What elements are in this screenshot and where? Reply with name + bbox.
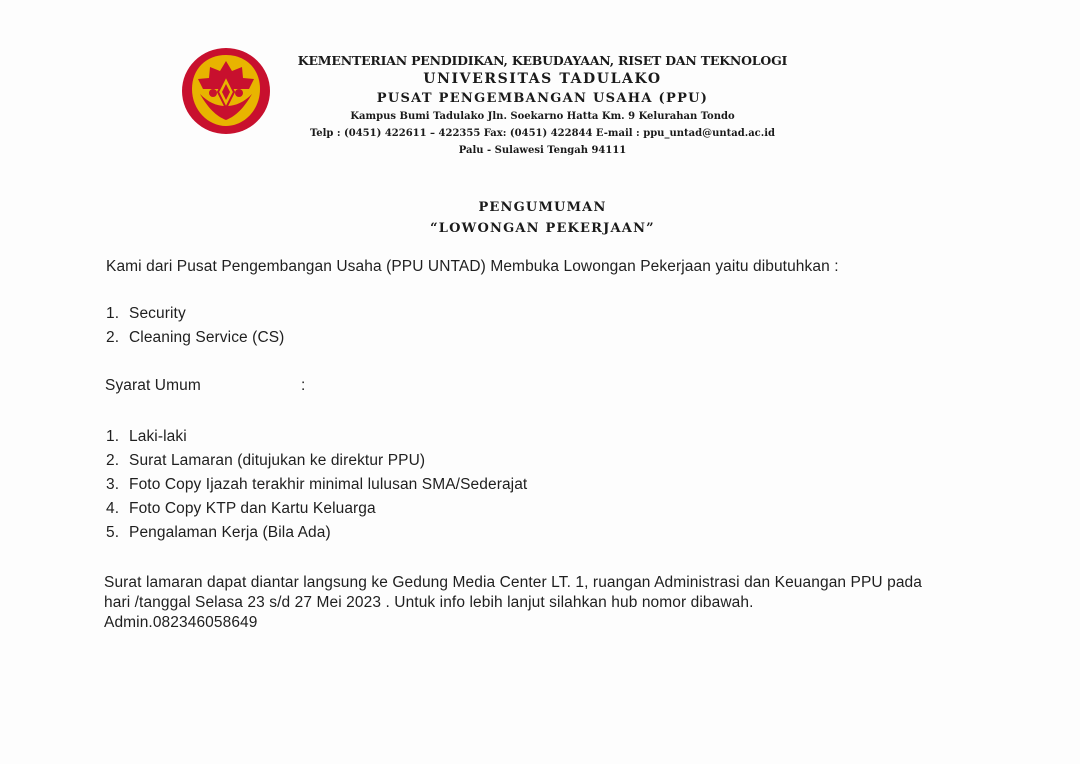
requirement-label: Foto Copy KTP dan Kartu Keluarga [129, 500, 376, 517]
requirements-list [106, 425, 527, 545]
city-line: Palu - Sulawesi Tengah 94111 [458, 145, 627, 156]
list-item [106, 473, 527, 497]
announcement-heading [290, 197, 795, 239]
requirement-label: Foto Copy Ijazah terakhir minimal lulusan SMA/Sederajat [129, 476, 528, 493]
position-label: Security [129, 305, 186, 322]
list-number: 1. [106, 428, 120, 445]
list-number: 5. [106, 524, 120, 541]
university-name: UNIVERSITAS TADULAKO [423, 71, 662, 87]
requirements-colon: : [301, 377, 306, 394]
address-line: Kampus Bumi Tadulako Jln. Soekarno Hatta Km. 9 Kelurahan Tondo [350, 111, 735, 122]
contact-line: Telp : (0451) 422611 – 422355 Fax: (0451) 422844 E-mail : ppu_untad@untad.ac.id [309, 128, 776, 139]
list-item [106, 326, 284, 350]
list-item [106, 521, 527, 545]
requirement-label: Surat Lamaran (ditujukan ke direktur PPU) [129, 452, 426, 469]
closing-paragraph [104, 573, 1004, 633]
list-item [106, 449, 527, 473]
list-item [106, 425, 527, 449]
list-item [106, 497, 527, 521]
intro-paragraph: Kami dari Pusat Pengembangan Usaha (PPU UNTAD) Membuka Lowongan Pekerjaan yaitu dibutuhkan : [106, 258, 839, 275]
requirement-label: Laki-laki [129, 428, 187, 445]
list-number: 2. [106, 329, 120, 346]
list-item [106, 302, 284, 326]
list-number: 1. [106, 305, 120, 322]
announcement-subtitle: “LOWONGAN PEKERJAAN” [430, 221, 655, 236]
announcement-title: PENGUMUMAN [478, 200, 607, 215]
unit-name: PUSAT PENGEMBANGAN USAHA (PPU) [376, 91, 709, 106]
requirements-heading: Syarat Umum [105, 377, 201, 394]
list-number: 2. [106, 452, 120, 469]
admin-contact: Admin.082346058649 [104, 614, 258, 631]
position-label: Cleaning Service (CS) [129, 329, 285, 346]
letterhead [290, 52, 795, 159]
closing-line: hari /tanggal Selasa 23 s/d 27 Mei 2023 . Untuk info lebih lanjut silahkan hub nomor dibawah. [104, 594, 754, 611]
list-number: 4. [106, 500, 120, 517]
requirement-label: Pengalaman Kerja (Bila Ada) [129, 524, 331, 541]
list-number: 3. [106, 476, 120, 493]
ministry-name: KEMENTERIAN PENDIDIKAN, KEBUDAYAAN, RISET DAN TEKNOLOGI [297, 53, 788, 68]
closing-line: Surat lamaran dapat diantar langsung ke Gedung Media Center LT. 1, ruangan Administrasi dan Keuangan PPU pada [104, 574, 922, 591]
positions-list [106, 302, 284, 350]
university-emblem-icon [180, 46, 272, 136]
